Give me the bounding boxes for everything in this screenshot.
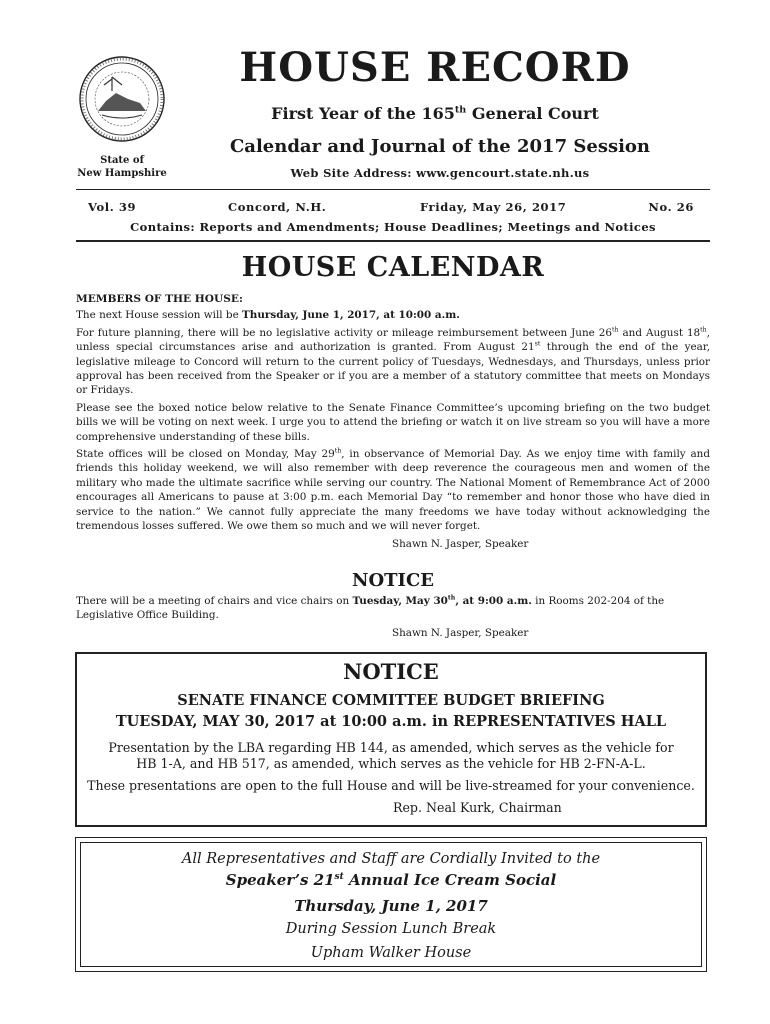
contents-summary: Contains: Reports and Amendments; House Deadlines; Meetings and Notices: [130, 220, 656, 234]
issue-date: Friday, May 26, 2017: [420, 200, 567, 214]
publication-subtitle: First Year of the 165th General Court: [271, 104, 599, 123]
budget-briefing-paragraph: Please see the boxed notice below relative to the Senate Finance Committee’s upcoming briefing on the two budget bills we will be voting on next week. I urge you to attend the briefing or watch it on live stream so you will have a more comprehensive understanding of these bills.: [76, 401, 710, 443]
volume-number: Vol. 39: [88, 200, 137, 214]
notice-text: There will be a meeting of chairs and vice chairs on Tuesday, May 30th, at 9:00 a.m. in Rooms 202-204 of the Legislative Office Building.: [76, 594, 665, 622]
publication-subtitle-2: Calendar and Journal of the 2017 Session: [229, 136, 651, 157]
calendar-body: [76, 292, 710, 554]
website-address: Web Site Address: www.gencourt.state.nh.us: [290, 166, 590, 180]
invite-line-1: All Representatives and Staff are Cordially Invited to the: [181, 851, 601, 867]
seal-line-2: New Hampshire: [77, 168, 167, 179]
calendar-heading: HOUSE CALENDAR: [241, 252, 545, 283]
seal-state-label: [60, 154, 184, 180]
issue-place: Concord, N.H.: [228, 200, 327, 214]
notice-signature: Shawn N. Jasper, Speaker: [392, 626, 529, 639]
issue-number: No. 26: [648, 200, 694, 214]
chairman-signature: Rep. Neal Kurk, Chairman: [393, 800, 562, 815]
masthead: [0, 0, 770, 245]
publication-title: HOUSE RECORD: [239, 44, 631, 91]
briefing-description: Presentation by the LBA regarding HB 144, as amended, which serves as the vehicle for HB 1-A, and HB 517, as amended, which serves as the vehicle for HB 2-FN-A-L.: [108, 740, 674, 771]
notice-box-heading: NOTICE: [343, 659, 439, 684]
future-planning-paragraph: For future planning, there will be no legislative activity or mileage reimbursement between June 26th and August 18th, unless special circumstances arise and authorization is granted. From August 21st through the end of the year, legislative mileage to Concord will return to the current policy of Tuesdays, Wednesdays, and Thursdays, unless prior approval has been received from the Speaker or if you are a member of a statutory committee that meets on Mondays or Fridays.: [76, 326, 711, 397]
divider: [76, 240, 710, 242]
invite-time: During Session Lunch Break: [285, 921, 497, 937]
invite-location: Upham Walker House: [310, 945, 472, 961]
speaker-signature: Shawn N. Jasper, Speaker: [392, 537, 529, 550]
notice-body: [76, 594, 710, 643]
divider: [76, 189, 710, 190]
notice-heading: NOTICE: [352, 570, 434, 591]
seal-line-1: State of: [100, 155, 144, 166]
invite-inner-frame: [80, 842, 702, 967]
briefing-livestream-note: These presentations are open to the full House and will be live-streamed for your convenience.: [87, 778, 695, 793]
ice-cream-social-invite-box: [75, 837, 707, 972]
briefing-datetime: TUESDAY, MAY 30, 2017 at 10:00 a.m. in REPRESENTATIVES HALL: [115, 713, 667, 730]
invite-event-name: Speaker’s 21st Annual Ice Cream Social: [225, 871, 557, 889]
budget-briefing-notice-box: [75, 652, 707, 827]
briefing-title: SENATE FINANCE COMMITTEE BUDGET BRIEFING: [177, 692, 605, 709]
next-session-paragraph: The next House session will be Thursday, June 1, 2017, at 10:00 a.m.: [76, 309, 460, 322]
memorial-day-paragraph: State offices will be closed on Monday, May 29th, in observance of Memorial Day. As we enjoy time with family and friends this holiday weekend, we will also remember with deep reverence the courageous men and women of the military who made the ultimate sacrifice while serving our country. The National Moment of Remembrance Act of 2000 encourages all Americans to pause at 3:00 p.m. each Memorial Day “to remember and honor those who have died in service to the nation.” We cannot fully appreciate the many freedoms we have today without acknowledging the tremendous losses suffered. We owe them so much and we will never forget.: [76, 447, 710, 533]
invite-date: Thursday, June 1, 2017: [294, 897, 488, 915]
members-label: MEMBERS OF THE HOUSE:: [76, 293, 243, 305]
state-seal-icon: [78, 55, 166, 153]
